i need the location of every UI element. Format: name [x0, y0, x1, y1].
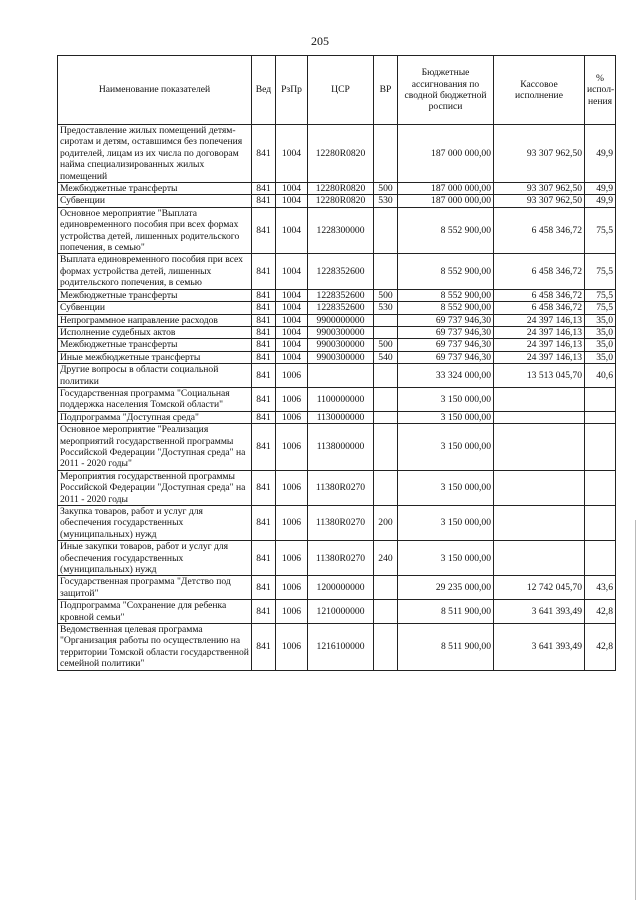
- cell-execution-percent: 43,6: [585, 576, 616, 600]
- cell-cash-execution: 24 397 146,13: [494, 339, 585, 351]
- cell-csr: 12280R0820: [308, 125, 374, 183]
- cell-cash-execution: [494, 541, 585, 576]
- cell-rzpr: 1004: [276, 339, 308, 351]
- cell-ved: 841: [252, 289, 276, 301]
- cell-cash-execution: 93 307 962,50: [494, 195, 585, 207]
- cell-ved: 841: [252, 254, 276, 289]
- cell-ved: 841: [252, 624, 276, 671]
- cell-csr: 1216100000: [308, 624, 374, 671]
- table-row: [58, 600, 616, 624]
- cell-vr: 500: [374, 289, 398, 301]
- cell-csr: 1210000000: [308, 600, 374, 624]
- table-row: [58, 314, 616, 326]
- cell-rzpr: 1006: [276, 576, 308, 600]
- cell-cash-execution: [494, 424, 585, 471]
- cell-execution-percent: 42,8: [585, 624, 616, 671]
- cell-budget-assignment: 3 150 000,00: [398, 387, 494, 411]
- cell-name: Ведомственная целевая программа "Организация работы по осуществлению на территории Томской области государственной семейной политики": [58, 624, 252, 671]
- cell-budget-assignment: 3 150 000,00: [398, 541, 494, 576]
- table-row: [58, 326, 616, 338]
- cell-csr: 1138000000: [308, 424, 374, 471]
- cell-rzpr: 1004: [276, 254, 308, 289]
- cell-execution-percent: 35,0: [585, 314, 616, 326]
- cell-name: Предоставление жилых помещений детям-сиротам и детям, оставшимся без попечения родителей, лицам из их числа по договорам найма специализированных жилых помещений: [58, 125, 252, 183]
- cell-budget-assignment: 8 552 900,00: [398, 254, 494, 289]
- cell-csr: 1228352600: [308, 302, 374, 314]
- cell-rzpr: 1004: [276, 314, 308, 326]
- cell-vr: [374, 326, 398, 338]
- cell-vr: 540: [374, 351, 398, 363]
- cell-execution-percent: 35,0: [585, 326, 616, 338]
- cell-csr: 12280R0820: [308, 183, 374, 195]
- table-row: [58, 387, 616, 411]
- table-row: [58, 364, 616, 388]
- cell-cash-execution: [494, 411, 585, 423]
- table-body: [58, 125, 616, 671]
- cell-cash-execution: [494, 470, 585, 505]
- cell-vr: [374, 411, 398, 423]
- cell-vr: [374, 624, 398, 671]
- cell-ved: 841: [252, 576, 276, 600]
- cell-name: Иные межбюджетные трансферты: [58, 351, 252, 363]
- cell-budget-assignment: 3 150 000,00: [398, 470, 494, 505]
- table-row: [58, 339, 616, 351]
- cell-vr: 200: [374, 506, 398, 541]
- cell-cash-execution: 6 458 346,72: [494, 254, 585, 289]
- cell-ved: 841: [252, 351, 276, 363]
- cell-vr: [374, 364, 398, 388]
- cell-execution-percent: 49,9: [585, 195, 616, 207]
- cell-csr: 1228352600: [308, 254, 374, 289]
- cell-ved: 841: [252, 387, 276, 411]
- cell-rzpr: 1004: [276, 351, 308, 363]
- cell-vr: [374, 125, 398, 183]
- cell-execution-percent: 49,9: [585, 125, 616, 183]
- table-row: [58, 624, 616, 671]
- cell-name: Основное мероприятие "Реализация мероприятий государственной программы Российской Федерации "Доступная среда" на 2011 - 2020 годы": [58, 424, 252, 471]
- cell-ved: 841: [252, 470, 276, 505]
- cell-cash-execution: [494, 387, 585, 411]
- cell-vr: [374, 424, 398, 471]
- cell-name: Межбюджетные трансферты: [58, 339, 252, 351]
- cell-ved: 841: [252, 207, 276, 254]
- cell-budget-assignment: 8 511 900,00: [398, 600, 494, 624]
- table-row: [58, 351, 616, 363]
- cell-budget-assignment: 187 000 000,00: [398, 125, 494, 183]
- cell-cash-execution: 24 397 146,13: [494, 351, 585, 363]
- cell-ved: 841: [252, 326, 276, 338]
- header-vr: ВР: [374, 56, 398, 125]
- table-row: [58, 541, 616, 576]
- cell-vr: 500: [374, 339, 398, 351]
- cell-rzpr: 1004: [276, 183, 308, 195]
- cell-vr: [374, 314, 398, 326]
- table-row: [58, 470, 616, 505]
- cell-execution-percent: [585, 541, 616, 576]
- cell-rzpr: 1006: [276, 411, 308, 423]
- cell-execution-percent: [585, 387, 616, 411]
- cell-cash-execution: 24 397 146,13: [494, 314, 585, 326]
- cell-budget-assignment: 29 235 000,00: [398, 576, 494, 600]
- cell-rzpr: 1006: [276, 541, 308, 576]
- cell-budget-assignment: 8 552 900,00: [398, 289, 494, 301]
- cell-execution-percent: [585, 506, 616, 541]
- cell-name: Подпрограмма "Сохранение для ребенка кровной семьи": [58, 600, 252, 624]
- cell-cash-execution: 3 641 393,49: [494, 624, 585, 671]
- cell-csr: 1100000000: [308, 387, 374, 411]
- cell-rzpr: 1004: [276, 326, 308, 338]
- cell-name: Другие вопросы в области социальной политики: [58, 364, 252, 388]
- budget-table: [57, 55, 616, 671]
- cell-execution-percent: 49,9: [585, 183, 616, 195]
- cell-name: Подпрограмма "Доступная среда": [58, 411, 252, 423]
- cell-ved: 841: [252, 411, 276, 423]
- table-row: [58, 289, 616, 301]
- cell-name: Государственная программа "Детство под защитой": [58, 576, 252, 600]
- header-budget-assignments: Бюджетные ассигнования по сводной бюджетной росписи: [398, 56, 494, 125]
- table-row: [58, 254, 616, 289]
- cell-rzpr: 1004: [276, 125, 308, 183]
- cell-cash-execution: 6 458 346,72: [494, 302, 585, 314]
- cell-budget-assignment: 8 552 900,00: [398, 302, 494, 314]
- cell-name: Закупка товаров, работ и услуг для обеспечения государственных (муниципальных) нужд: [58, 506, 252, 541]
- cell-vr: 530: [374, 302, 398, 314]
- cell-name: Государственная программа "Социальная поддержка населения Томской области": [58, 387, 252, 411]
- cell-name: Межбюджетные трансферты: [58, 289, 252, 301]
- cell-vr: 530: [374, 195, 398, 207]
- cell-budget-assignment: 33 324 000,00: [398, 364, 494, 388]
- cell-rzpr: 1006: [276, 624, 308, 671]
- cell-rzpr: 1004: [276, 195, 308, 207]
- table-row: [58, 411, 616, 423]
- cell-vr: [374, 600, 398, 624]
- cell-budget-assignment: 8 552 900,00: [398, 207, 494, 254]
- cell-vr: [374, 207, 398, 254]
- cell-vr: 240: [374, 541, 398, 576]
- cell-ved: 841: [252, 364, 276, 388]
- cell-csr: 9900300000: [308, 326, 374, 338]
- cell-csr: [308, 364, 374, 388]
- cell-rzpr: 1006: [276, 600, 308, 624]
- cell-ved: 841: [252, 506, 276, 541]
- cell-budget-assignment: 8 511 900,00: [398, 624, 494, 671]
- cell-execution-percent: [585, 470, 616, 505]
- cell-name: Субвенции: [58, 195, 252, 207]
- cell-budget-assignment: 69 737 946,30: [398, 339, 494, 351]
- cell-csr: 1130000000: [308, 411, 374, 423]
- cell-rzpr: 1006: [276, 387, 308, 411]
- table-row: [58, 424, 616, 471]
- table-row: [58, 207, 616, 254]
- cell-budget-assignment: 3 150 000,00: [398, 506, 494, 541]
- table-row: [58, 183, 616, 195]
- header-rzpr: РзПр: [276, 56, 308, 125]
- cell-ved: 841: [252, 183, 276, 195]
- cell-csr: 1228352600: [308, 289, 374, 301]
- cell-execution-percent: 75,5: [585, 302, 616, 314]
- cell-budget-assignment: 3 150 000,00: [398, 411, 494, 423]
- table-row: [58, 576, 616, 600]
- cell-budget-assignment: 69 737 946,30: [398, 351, 494, 363]
- header-cash-execution: Кассовое исполнение: [494, 56, 585, 125]
- cell-ved: 841: [252, 314, 276, 326]
- cell-cash-execution: 3 641 393,49: [494, 600, 585, 624]
- cell-cash-execution: 6 458 346,72: [494, 289, 585, 301]
- cell-rzpr: 1006: [276, 364, 308, 388]
- cell-budget-assignment: 187 000 000,00: [398, 195, 494, 207]
- cell-csr: 9900300000: [308, 351, 374, 363]
- scan-edge-mark: [635, 520, 636, 900]
- cell-csr: 9900000000: [308, 314, 374, 326]
- cell-execution-percent: 75,5: [585, 207, 616, 254]
- table-row: [58, 125, 616, 183]
- cell-ved: 841: [252, 125, 276, 183]
- cell-ved: 841: [252, 302, 276, 314]
- cell-vr: [374, 576, 398, 600]
- cell-name: Мероприятия государственной программы Российской Федерации "Доступная среда" на 2011 - 2020 годы: [58, 470, 252, 505]
- header-csr: ЦСР: [308, 56, 374, 125]
- cell-name: Исполнение судебных актов: [58, 326, 252, 338]
- cell-rzpr: 1006: [276, 470, 308, 505]
- cell-name: Выплата единовременного пособия при всех формах устройства детей, лишенных родительского попечения, в семью: [58, 254, 252, 289]
- cell-name: Основное мероприятие "Выплата единовременного пособия при всех формах устройства детей, лишенных родительского попечения, в семью": [58, 207, 252, 254]
- cell-csr: 11380R0270: [308, 541, 374, 576]
- cell-vr: [374, 470, 398, 505]
- cell-csr: 9900300000: [308, 339, 374, 351]
- cell-vr: [374, 387, 398, 411]
- cell-vr: [374, 254, 398, 289]
- cell-name: Субвенции: [58, 302, 252, 314]
- cell-csr: 1228300000: [308, 207, 374, 254]
- cell-ved: 841: [252, 424, 276, 471]
- cell-cash-execution: 93 307 962,50: [494, 183, 585, 195]
- header-name: Наименование показателей: [58, 56, 252, 125]
- table-row: [58, 506, 616, 541]
- cell-rzpr: 1006: [276, 506, 308, 541]
- cell-ved: 841: [252, 195, 276, 207]
- cell-execution-percent: 42,8: [585, 600, 616, 624]
- header-ved: Вед: [252, 56, 276, 125]
- cell-cash-execution: 93 307 962,50: [494, 125, 585, 183]
- cell-execution-percent: 75,5: [585, 254, 616, 289]
- cell-ved: 841: [252, 600, 276, 624]
- table-row: [58, 302, 616, 314]
- cell-csr: 11380R0270: [308, 470, 374, 505]
- cell-rzpr: 1004: [276, 207, 308, 254]
- cell-vr: 500: [374, 183, 398, 195]
- cell-rzpr: 1004: [276, 302, 308, 314]
- cell-rzpr: 1004: [276, 289, 308, 301]
- cell-csr: 1200000000: [308, 576, 374, 600]
- cell-budget-assignment: 3 150 000,00: [398, 424, 494, 471]
- cell-ved: 841: [252, 541, 276, 576]
- cell-cash-execution: [494, 506, 585, 541]
- cell-execution-percent: 75,5: [585, 289, 616, 301]
- cell-cash-execution: 12 742 045,70: [494, 576, 585, 600]
- cell-csr: 11380R0270: [308, 506, 374, 541]
- cell-cash-execution: 24 397 146,13: [494, 326, 585, 338]
- table-row: [58, 195, 616, 207]
- cell-cash-execution: 6 458 346,72: [494, 207, 585, 254]
- cell-execution-percent: 35,0: [585, 351, 616, 363]
- cell-rzpr: 1006: [276, 424, 308, 471]
- cell-execution-percent: [585, 424, 616, 471]
- cell-csr: 12280R0820: [308, 195, 374, 207]
- cell-ved: 841: [252, 339, 276, 351]
- cell-cash-execution: 13 513 045,70: [494, 364, 585, 388]
- cell-budget-assignment: 187 000 000,00: [398, 183, 494, 195]
- cell-name: Непрограммное направление расходов: [58, 314, 252, 326]
- cell-execution-percent: 35,0: [585, 339, 616, 351]
- cell-execution-percent: 40,6: [585, 364, 616, 388]
- page-number: 205: [311, 34, 329, 48]
- header-execution-percent: % испол-нения: [585, 56, 616, 125]
- cell-execution-percent: [585, 411, 616, 423]
- cell-budget-assignment: 69 737 946,30: [398, 326, 494, 338]
- cell-name: Иные закупки товаров, работ и услуг для обеспечения государственных (муниципальных) нужд: [58, 541, 252, 576]
- cell-name: Межбюджетные трансферты: [58, 183, 252, 195]
- cell-budget-assignment: 69 737 946,30: [398, 314, 494, 326]
- table-header: [58, 56, 616, 125]
